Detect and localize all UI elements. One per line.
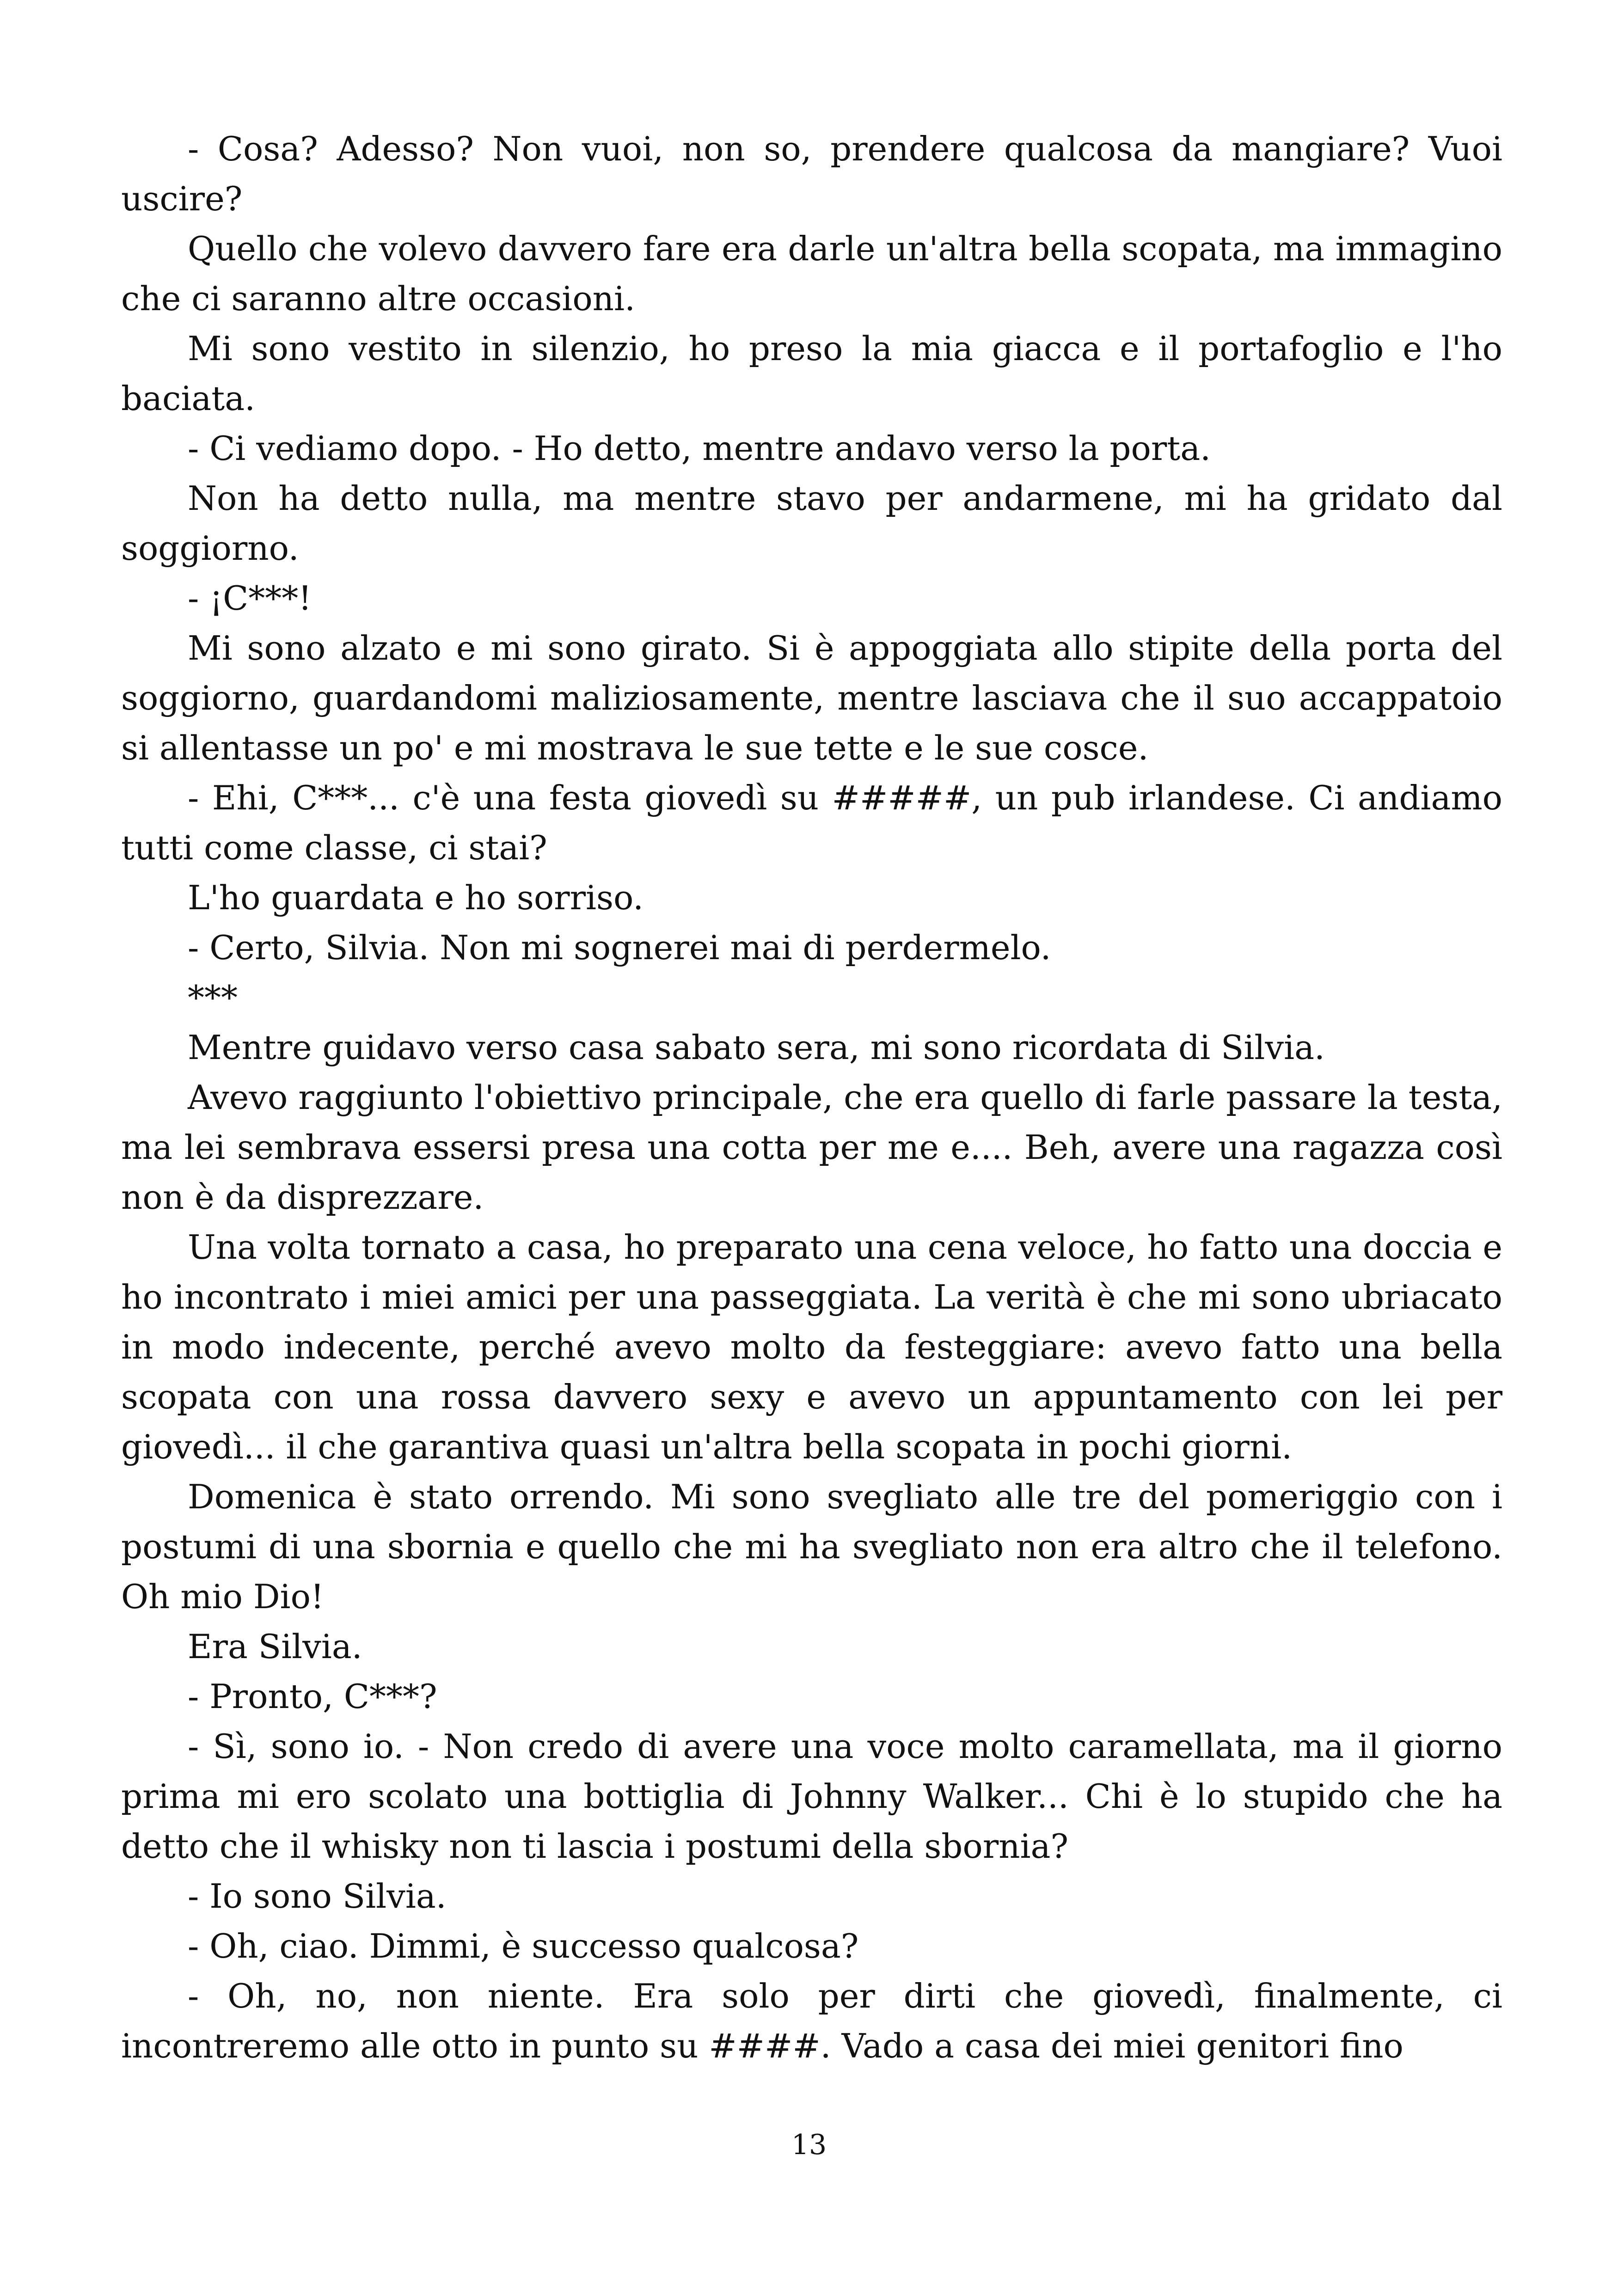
paragraph: Non ha detto nulla, ma mentre stavo per andarmene, mi ha gridato dal soggiorno. xyxy=(121,479,1502,568)
paragraph: - Certo, Silvia. Non mi sognerei mai di perdermelo. xyxy=(188,928,1051,967)
body-text xyxy=(121,124,1502,2071)
paragraph: Domenica è stato orrendo. Mi sono svegliato alle tre del pomeriggio con i postumi di una sbornia e quello che mi ha svegliato non era altro che il telefono. Oh mio Dio! xyxy=(121,1477,1502,1616)
paragraph: Era Silvia. xyxy=(188,1627,362,1666)
scene-break: *** xyxy=(188,978,238,1017)
paragraph: - Oh, no, non niente. Era solo per dirti che giovedì, finalmente, ci incontreremo alle otto in punto su ####. Vado a casa dei miei genitori fino xyxy=(121,1977,1502,2065)
paragraph: - Ehi, C***... c'è una festa giovedì su #####, un pub irlandese. Ci andiamo tutti come classe, ci stai? xyxy=(121,778,1502,867)
paragraph: Quello che volevo davvero fare era darle un'altra bella scopata, ma immagino che ci saranno altre occasioni. xyxy=(121,229,1502,318)
paragraph: - Pronto, C***? xyxy=(188,1677,437,1716)
paragraph: Avevo raggiunto l'obiettivo principale, che era quello di farle passare la testa, ma lei sembrava essersi presa una cotta per me e.... Beh, avere una ragazza così non è da disprezzare. xyxy=(121,1078,1502,1217)
paragraph: - Cosa? Adesso? Non vuoi, non so, prendere qualcosa da mangiare? Vuoi uscire? xyxy=(121,129,1502,218)
paragraph: - Sì, sono io. - Non credo di avere una voce molto caramellata, ma il giorno prima mi ero scolato una bottiglia di Johnny Walker... Chi è lo stupido che ha detto che il whisky non ti lascia i postumi della sbornia? xyxy=(121,1727,1502,1866)
paragraph: - ¡C***! xyxy=(188,579,312,618)
page-number: 13 xyxy=(791,2129,827,2161)
paragraph: Mentre guidavo verso casa sabato sera, mi sono ricordata di Silvia. xyxy=(188,1028,1325,1067)
paragraph: - Oh, ciao. Dimmi, è successo qualcosa? xyxy=(188,1927,859,1965)
paragraph: - Io sono Silvia. xyxy=(188,1877,447,1916)
paragraph: Mi sono vestito in silenzio, ho preso la mia giacca e il portafoglio e l'ho baciata. xyxy=(121,329,1502,418)
paragraph: L'ho guardata e ho sorriso. xyxy=(188,878,644,917)
paragraph: Una volta tornato a casa, ho preparato una cena veloce, ho fatto una doccia e ho incontrato i miei amici per una passeggiata. La verità è che mi sono ubriacato in modo indecente, perché avevo molto da festeggiare: avevo fatto una bella scopata con una rossa davvero sexy e avevo un appuntamento con lei per giovedì... il che garantiva quasi un'altra bella scopata in pochi giorni. xyxy=(121,1228,1502,1466)
paragraph: - Ci vediamo dopo. - Ho detto, mentre andavo verso la porta. xyxy=(188,429,1211,468)
paragraph: Mi sono alzato e mi sono girato. Si è appoggiata allo stipite della porta del soggiorno, guardandomi maliziosamente, mentre lasciava che il suo accappatoio si allentasse un po' e mi mostrava le sue tette e le sue cosce. xyxy=(121,629,1502,767)
